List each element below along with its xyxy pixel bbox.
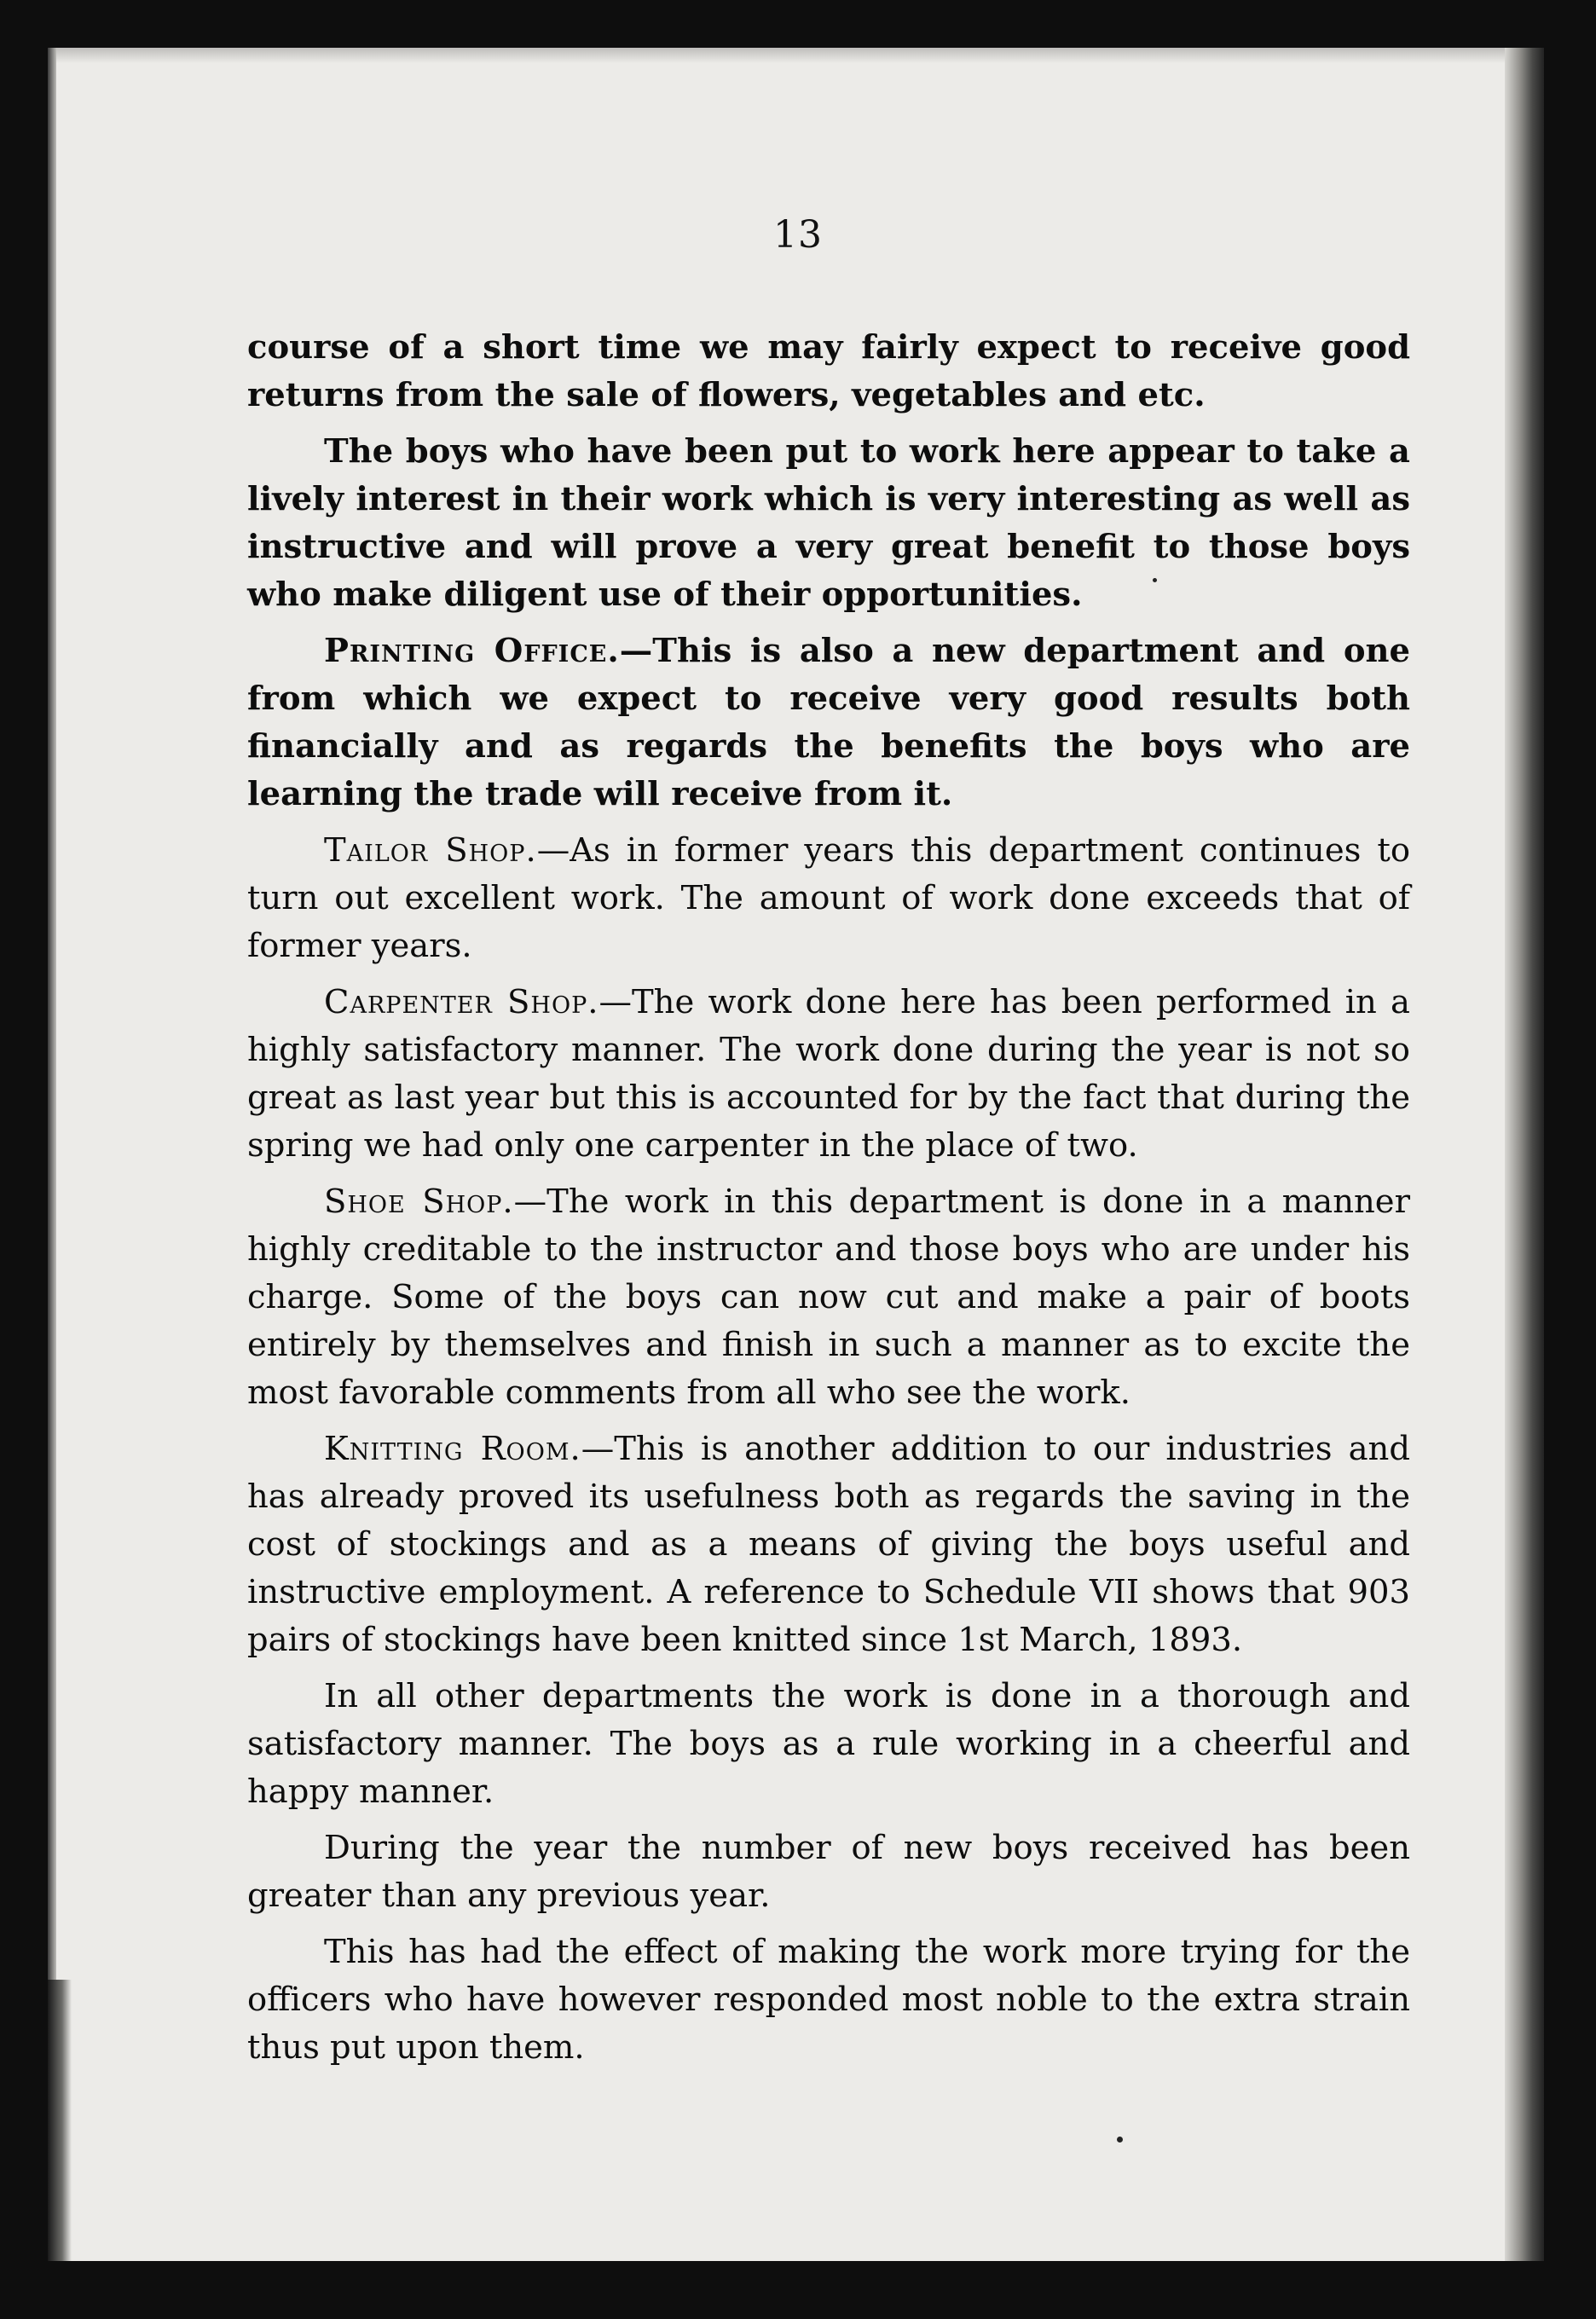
paragraph-shoe-shop [247, 1178, 1410, 1417]
paragraph-text: —This is also a new department and one from which we expect to receive very good results both financially and as regards the benefits the boys who are learning the trade will receive from it. [247, 632, 1410, 813]
paragraph-text: —The work in this department is done in a manner highly creditable to the instructor and those boys who are under his charge. Some of the boys can now cut and make a pair of boots entirely by themselves and finish in such a manner as to excite the most favorable comments from all who see the work. [247, 1183, 1410, 1412]
paragraph-text: In all other departments the work is done in a thorough and satisfactory manner. The boys as a rule working in a cheerful and happy manner. [247, 1677, 1410, 1811]
paragraph-other-departments [247, 1673, 1410, 1816]
page-number: 13 [773, 213, 823, 257]
page-binding-shadow [48, 1980, 72, 2261]
paragraph-text: —As in former years this department continues to turn out excellent work. The amount of work done exceeds that of former years. [247, 831, 1411, 965]
paragraph-text: During the year the number of new boys received has been greater than any previous year. [247, 1829, 1410, 1915]
paragraph-text: —This is another addition to our industries and has already proved its usefulness both as regards the saving in the cost of stockings and as a means of giving the boys useful and instructive employment. A reference to Schedule VII shows that 903 pairs of stockings have been knitted since 1st March, 1893. [247, 1430, 1410, 1659]
body-text [247, 324, 1410, 2080]
section-heading-carpenter-shop: Carpenter Shop. [324, 983, 599, 1021]
page-binding-edge [48, 48, 56, 2261]
page-fore-edge [1505, 48, 1544, 2261]
section-heading-tailor-shop: Tailor Shop. [324, 831, 537, 870]
paragraph-knitting-room [247, 1426, 1410, 1664]
ink-speck [1117, 2137, 1123, 2143]
paragraph-1 [247, 324, 1410, 419]
paragraph-2 [247, 428, 1410, 619]
section-heading-shoe-shop: Shoe Shop. [324, 1183, 514, 1221]
paragraph-text: course of a short time we may fairly expect to receive good returns from the sale of flowers, vegetables and etc. [247, 328, 1410, 414]
paragraph-text: —The work done here has been performed in a highly satisfactory manner. The work done during the year is not so great as last year but this is accounted for by the fact that during the spring we had only one carpenter in the place of two. [247, 983, 1410, 1165]
section-heading-knitting-room: Knitting Room. [324, 1430, 581, 1468]
paragraph-carpenter-shop [247, 979, 1410, 1170]
paragraph-text: This has had the effect of making the work more trying for the officers who have however responded most noble to the extra strain thus put upon them. [247, 1933, 1410, 2067]
page-top-shadow [48, 48, 1544, 63]
paragraph-officers [247, 1929, 1410, 2072]
paragraph-printing-office [247, 627, 1410, 818]
paragraph-tailor-shop [247, 827, 1410, 970]
paragraph-new-boys [247, 1825, 1410, 1920]
paragraph-text: The boys who have been put to work here appear to take a lively interest in their work which is very interesting as well as instructive and will prove a very great benefit to those boys who make diligent use of their opportunities. [247, 432, 1410, 614]
section-heading-printing-office: Printing Office. [324, 632, 620, 670]
